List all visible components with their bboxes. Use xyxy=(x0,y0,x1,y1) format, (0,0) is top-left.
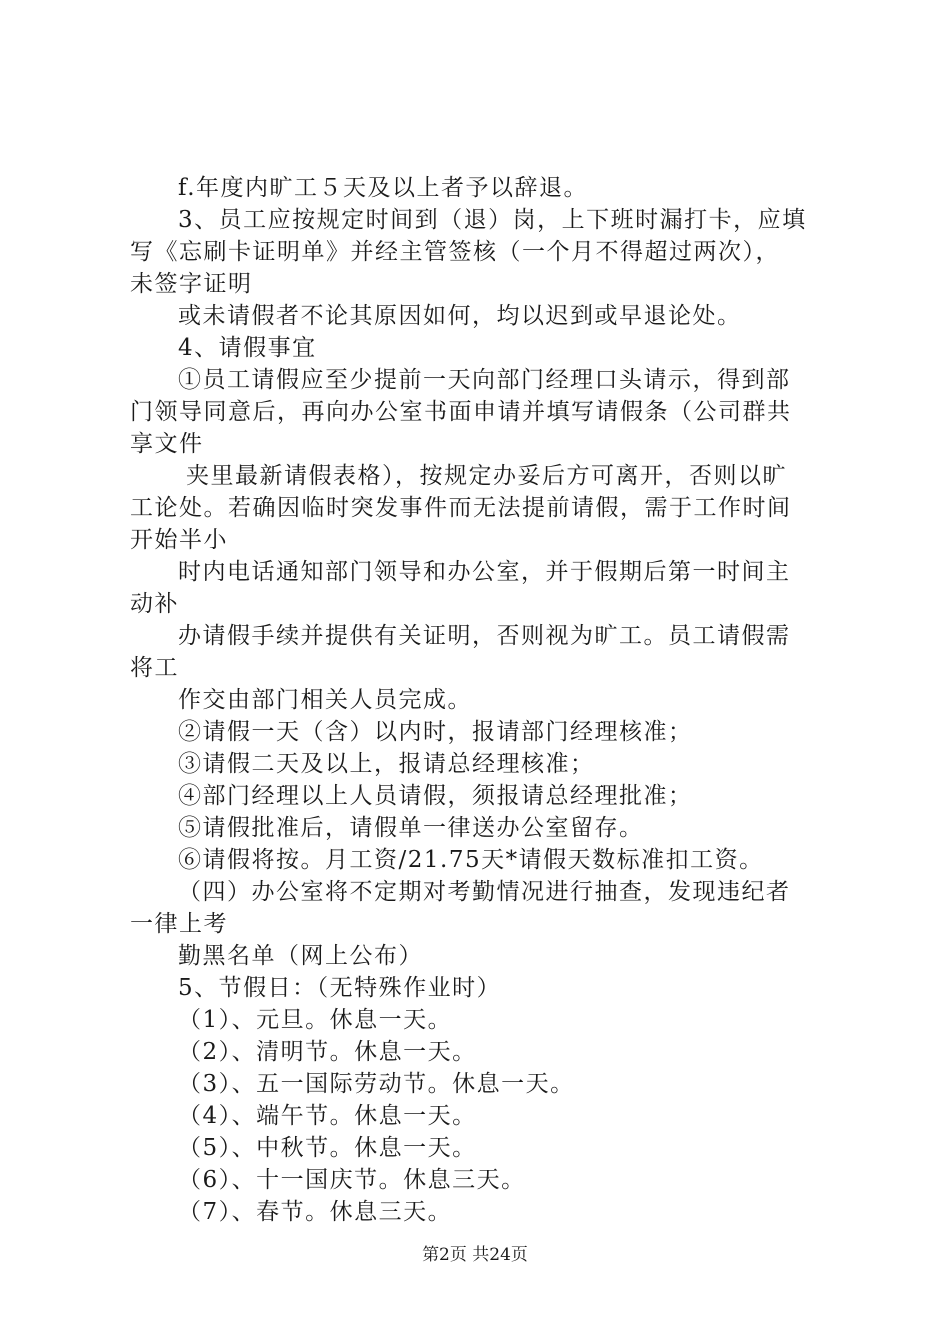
text-line: 一律上考 xyxy=(130,911,228,937)
text-line: 享文件 xyxy=(130,431,204,457)
text-line: （5）、中秋节。休息一天。 xyxy=(178,1135,477,1161)
text-line: （2）、清明节。休息一天。 xyxy=(178,1039,477,1065)
text-line: 或未请假者不论其原因如何，均以迟到或早退论处。 xyxy=(178,303,742,329)
text-line: （1）、元旦。休息一天。 xyxy=(178,1007,453,1033)
text-line: 未签字证明 xyxy=(130,271,253,297)
text-line: ⑥请假将按。月工资/21.75天*请假天数标准扣工资。 xyxy=(178,847,764,873)
text-line: f.年度内旷工５天及以上者予以辞退。 xyxy=(178,175,589,201)
text-line: ⑤请假批准后，请假单一律送办公室留存。 xyxy=(178,815,644,841)
page-number: 第2页 共24页 xyxy=(422,1245,528,1265)
text-line: 勤黑名单（网上公布） xyxy=(178,943,423,969)
text-line: 时内电话通知部门领导和办公室，并于假期后第一时间主 xyxy=(178,559,791,585)
document-body xyxy=(130,172,835,1228)
text-line: 将工 xyxy=(130,655,179,681)
text-line: 门领导同意后，再向办公室书面申请并填写请假条（公司群共 xyxy=(130,399,792,425)
text-line: 5、节假日：（无特殊作业时） xyxy=(178,975,502,1001)
text-line: 动补 xyxy=(130,591,179,617)
text-line: （4）、端午节。休息一天。 xyxy=(178,1103,477,1129)
text-line: ④部门经理以上人员请假，须报请总经理批准； xyxy=(178,783,693,809)
text-line: （7）、春节。休息三天。 xyxy=(178,1199,453,1225)
text-line: 办请假手续并提供有关证明，否则视为旷工。员工请假需 xyxy=(178,623,791,649)
text-line: 工论处。若确因临时突发事件而无法提前请假，需于工作时间 xyxy=(130,495,792,521)
text-line: （3）、五一国际劳动节。休息一天。 xyxy=(178,1071,575,1097)
text-line: 作交由部门相关人员完成。 xyxy=(178,687,472,713)
text-line: ①员工请假应至少提前一天向部门经理口头请示，得到部 xyxy=(178,367,791,393)
text-line: （四）办公室将不定期对考勤情况进行抽查，发现违纪者 xyxy=(178,879,791,905)
text-line: 写《忘刷卡证明单》并经主管签核（一个月不得超过两次）， xyxy=(130,239,780,265)
text-line: 夹里最新请假表格），按规定办妥后方可离开，否则以旷 xyxy=(186,463,787,489)
text-line: 开始半小 xyxy=(130,527,228,553)
text-line: （6）、十一国庆节。休息三天。 xyxy=(178,1167,526,1193)
text-line: 3、员工应按规定时间到（退）岗，上下班时漏打卡，应填 xyxy=(178,207,807,233)
text-line: 4、请假事宜 xyxy=(178,335,317,361)
text-line: ③请假二天及以上，报请总经理核准； xyxy=(178,751,595,777)
text-line: ②请假一天（含）以内时，报请部门经理核准； xyxy=(178,719,693,745)
